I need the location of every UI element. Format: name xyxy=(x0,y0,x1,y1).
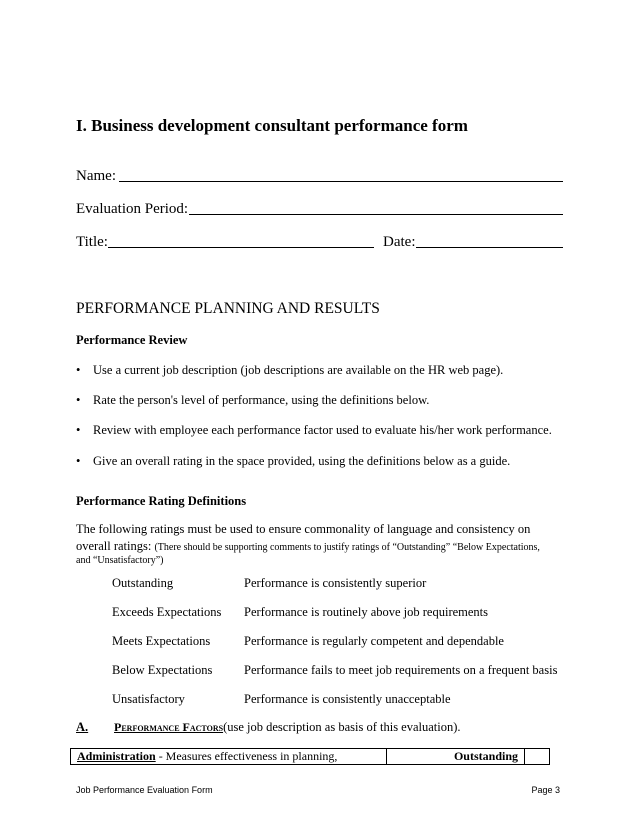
bullet-icon: • xyxy=(76,363,81,377)
date-input-line[interactable] xyxy=(416,247,563,248)
factor-table xyxy=(70,748,550,765)
rating-definition: Performance is consistently unacceptable xyxy=(244,692,451,706)
rating-definition: Performance is regularly competent and dependable xyxy=(244,634,504,648)
rating-checkbox[interactable] xyxy=(525,749,549,764)
title-label: Title: xyxy=(76,234,108,250)
bullet-icon: • xyxy=(76,393,81,407)
evaluation-period-label: Evaluation Period: xyxy=(76,201,189,217)
footer-left: Job Performance Evaluation Form xyxy=(76,785,213,795)
rating-name: Exceeds Expectations xyxy=(112,605,222,619)
rating-name: Meets Expectations xyxy=(112,634,211,648)
factor-description-cell: Administration - Measures effectiveness in planning, xyxy=(71,749,387,764)
rating-definition: Performance is consistently superior xyxy=(244,576,427,590)
definitions-intro-line: The following ratings must be used to ensure commonality of language and consistency on xyxy=(76,522,531,536)
evaluation-period-input-line[interactable] xyxy=(189,214,563,215)
list-item: • Use a current job description (job descriptions are available on the HR web page). xyxy=(76,363,504,377)
footer-page-number: Page 3 xyxy=(531,785,560,795)
name-input-line[interactable] xyxy=(119,181,563,182)
section-heading: PERFORMANCE PLANNING AND RESULTS xyxy=(76,300,380,317)
rating-name: Below Expectations xyxy=(112,663,213,677)
definitions-intro-line: overall ratings: (There should be supporting comments to justify ratings of “Outstanding” “Below Expectations, xyxy=(76,539,540,553)
bullet-icon: • xyxy=(76,423,81,437)
list-item: • Rate the person's level of performance, using the definitions below. xyxy=(76,393,430,407)
date-label: Date: xyxy=(383,234,416,250)
rating-name: Outstanding xyxy=(112,576,174,590)
rating-name: Unsatisfactory xyxy=(112,692,185,706)
title-input-line[interactable] xyxy=(108,247,374,248)
definitions-note: (There should be supporting comments to justify ratings of “Outstanding” “Below Expectations, xyxy=(154,542,540,553)
definitions-note: and “Unsatisfactory”) xyxy=(76,555,164,566)
rating-label-cell: Outstanding xyxy=(387,749,525,764)
form-title: I. Business development consultant performance form xyxy=(76,116,468,135)
rating-definition: Performance is routinely above job requirements xyxy=(244,605,489,619)
performance-review-heading: Performance Review xyxy=(76,333,188,347)
bullet-icon: • xyxy=(76,454,81,468)
name-label: Name: xyxy=(76,168,116,184)
rating-definitions-heading: Performance Rating Definitions xyxy=(76,494,247,508)
list-item: • Review with employee each performance factor used to evaluate his/her work performance. xyxy=(76,423,552,437)
rating-definition: Performance fails to meet job requirements on a frequent basis xyxy=(244,663,558,677)
list-item: • Give an overall rating in the space provided, using the definitions below as a guide. xyxy=(76,454,511,468)
performance-factors-heading: A. Performance Factors(use job description as basis of this evaluation). xyxy=(76,720,461,734)
